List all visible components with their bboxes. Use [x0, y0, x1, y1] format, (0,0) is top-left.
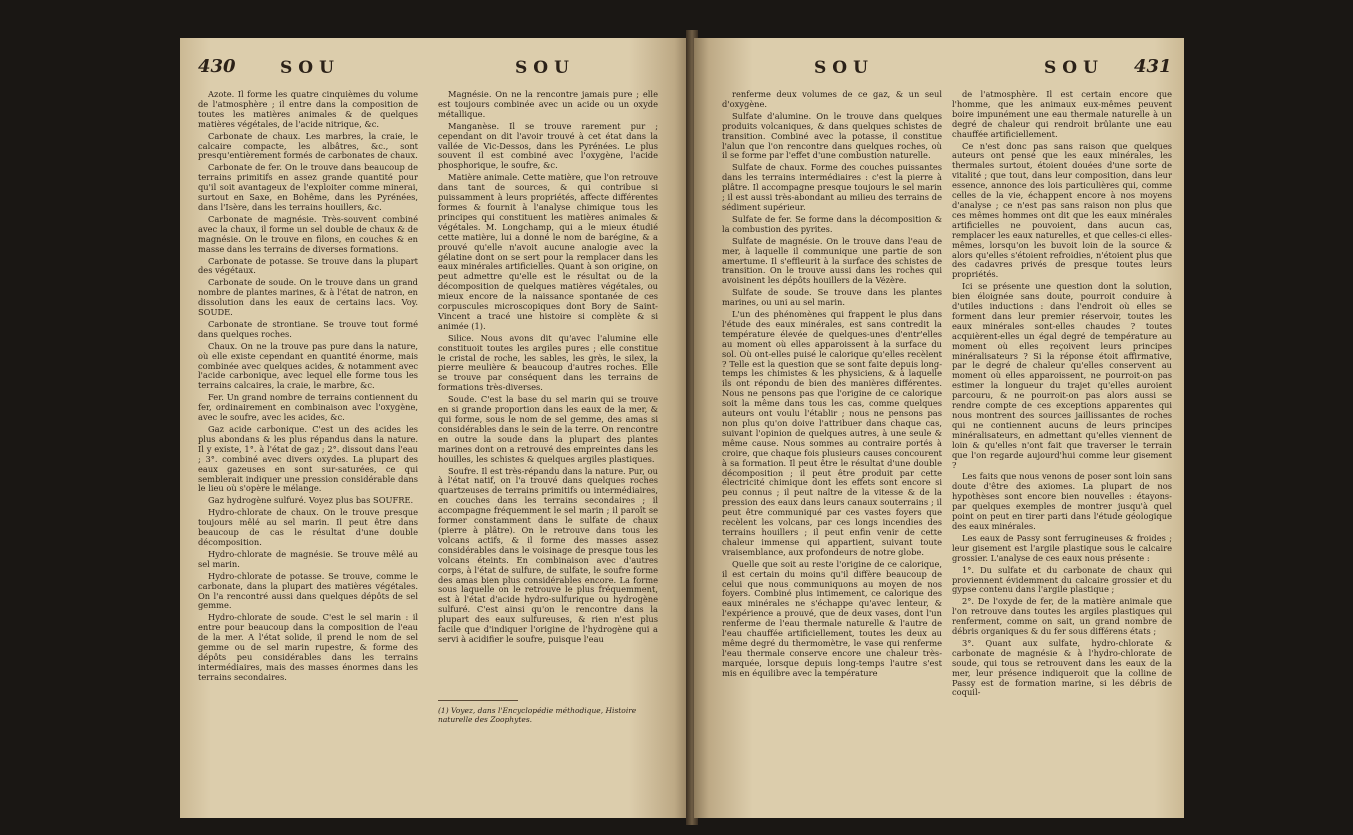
entry: Hydro-chlorate de potasse. Se trouve, comme le carbonate, dans la plupart des matières végétales. On l'a rencontré aussi dans quelques dépôts de sel gemme. — [198, 570, 418, 611]
entry: Soufre. Il est très-répandu dans la nature. Pur, ou à l'état natif, on l'a trouvé dans quelques roches quartzeuses de terrains primitifs ou intermédiaires, en couches dans les terrains secondaires ; il accompagne fréquemment le sel marin ; il paroît se former constamment dans le sulfate de chaux (pierre à plâtre). On le retrouve dans tous les volcans actifs, & il forme des masses assez considérables dans le voisinage de presque tous les volcans éteints. En combinaison avec d'autres corps, à l'état de sulfure, de sulfate, le soufre forme des amas bien plus considérables encore. La forme sous laquelle on le retrouve le plus fréquemment, est à l'état d'acide hydro-sulfurique ou hydrogène sulfuré. C'est ainsi qu'on le rencontre dans la plupart des eaux sulfureuses, & rien n'est plus facile que d'indiquer l'origine de l'hydrogène qui a servi à acidifier le soufre, puisque l'eau — [438, 465, 658, 644]
entry: renferme deux volumes de ce gaz, & un seul d'oxygène. — [722, 90, 942, 109]
entry: Fer. Un grand nombre de terrains contiennent du fer, ordinairement en combinaison avec l'oxygène, avec le soufre, avec les acides, &c. — [198, 392, 418, 423]
entry: Ce n'est donc pas sans raison que quelques auteurs ont pensé que les eaux minérales, les thermales surtout, étoient douées d'une sorte de vitalité ; que tout, dans leur composition, dans leur essence, annonce des lois particulières qui, comme celles de la vie, échappent encore à nos moyens d'analyse ; ce n'est pas sans raison non plus que ces mêmes hommes ont dit que les eaux minérales artificielles ne pouvoient, dans aucun cas, remplacer les eaux naturelles, et que celles-ci elles-mêmes, lorsqu'on les buvoit loin de la source & alors qu'elles s'étoient refroidies, n'étoient plus que des cadavres privés de presque toutes leurs propriétés. — [952, 140, 1172, 280]
left-column-2 — [438, 90, 658, 690]
entry: Matière animale. Cette matière, que l'on retrouve dans tant de sources, & qui contribue si puissamment à leurs propriétés, affecte différentes formes & fournit à l'analyse chimique tous les principes qui constituent les matières animales & végétales. M. Longchamp, qui a le mieux étudié cette matière, lui a donné le nom de barégine, & a prouvé qu'elle n'avoit aucune analogie avec la gélatine dont on se sert pour la remplacer dans les eaux minérales artificielles. Quant à son origine, on peut admettre qu'elle est le résultat ou de la décomposition de quelques matières végétales, ou mieux encore de la naissance spontanée de ces corpuscules microscopiques dont Bory de Saint-Vincent a tracé une histoire si complète & si animée (1). — [438, 172, 658, 331]
entry: Hydro-chlorate de soude. C'est le sel marin : il entre pour beaucoup dans la composition de l'eau de la mer. A l'état solide, il prend le nom de sel gemme ou de sel marin rupestre, & forme des dépôts peu considérables dans les terrains intermédiaires, mais des masses énormes dans les terrains secondaires. — [198, 612, 418, 682]
entry: Les faits que nous venons de poser sont loin sans doute d'être des axiomes. La plupart de nos hypothèses sont encore bien nouvelles : étayons-par quelques exemples de montrer jusqu'à quel point on peut en tirer parti dans l'étude géologique des eaux minérales. — [952, 471, 1172, 531]
entry: 2°. De l'oxyde de fer, de la matière animale que l'on retrouve dans toutes les argiles plastiques qui renferment, comme on sait, un grand nombre de débris organiques & du fer sous différens états ; — [952, 596, 1172, 637]
entry: Hydro-chlorate de chaux. On le trouve presque toujours mêlé au sel marin. Il peut être dans beaucoup de cas le résultat d'une double décomposition. — [198, 507, 418, 547]
entry: Sulfate de soude. Se trouve dans les plantes marines, ou uni au sel marin. — [722, 287, 942, 308]
footnote: (1) Voyez, dans l'Encyclopédie méthodique, Histoire naturelle des Zoophytes. — [438, 706, 637, 724]
page-number-left: 430 — [198, 56, 236, 77]
entry: Carbonate de soude. On le trouve dans un grand nombre de plantes marines, & à l'état de natron, en dissolution dans les eaux de certains lacs. Voy. SOUDE. — [198, 277, 418, 318]
entry: Azote. Il forme les quatre cinquièmes du volume de l'atmosphère ; il entre dans la composition de toutes les matières animales & de quelques matières végétales, de l'acide nitrique, &c. — [198, 90, 418, 129]
running-head-right-2: SOU — [1044, 58, 1104, 78]
entry: Les eaux de Passy sont ferrugineuses & froides ; leur gisement est l'argile plastique sous le calcaire grossier. L'analyse de ces eaux nous présente : — [952, 532, 1172, 563]
entry: Sulfate d'alumine. On le trouve dans quelques produits volcaniques, & dans quelques schistes de transition. Combiné avec la potasse, il constitue l'alun que l'on rencontre dans quelques roches, où il se forme par l'effet d'une combustion naturelle. — [722, 110, 942, 161]
running-head-left-1: SOU — [280, 58, 340, 78]
left-page — [180, 38, 690, 818]
entry: 1°. Du sulfate et du carbonate de chaux qui proviennent évidemment du calcaire grossier et du gypse contenu dans l'argile plastique ; — [952, 564, 1172, 595]
right-page — [694, 38, 1184, 818]
left-column-1 — [198, 90, 418, 730]
entry: Sulfate de magnésie. On le trouve dans l'eau de mer, à laquelle il communique une partie de son amertume. Il s'effleurit à la surface des schistes de transition. On le trouve aussi dans les roches qui avoisinent les dépôts houillers de la Vézère. — [722, 235, 942, 286]
page-number-right: 431 — [1134, 56, 1172, 77]
right-column-2 — [952, 90, 1172, 730]
entry: Carbonate de chaux. Les marbres, la craie, le calcaire compacte, les albâtres, &c., sont presqu'entièrement formés de carbonates de chaux. — [198, 130, 418, 161]
entry: Gaz hydrogène sulfuré. Voyez plus bas SOUFRE. — [208, 495, 414, 506]
entry: 3°. Quant aux sulfate, hydro-chlorate & carbonate de magnésie & à l'hydro-chlorate de soude, qui tous se retrouvent dans les eaux de la mer, leur présence indiqueroit que la colline de Passy est de formation marine, si les débris de coquil- — [952, 637, 1172, 698]
entry: Soude. C'est la base du sel marin qui se trouve en si grande proportion dans les eaux de la mer, & qui forme, sous le nom de sel gemme, des amas si considérables dans le sein de la terre. On rencontre en outre la soude dans la plupart des plantes marines dont on a retrouvé des empreintes dans les houilles, les schistes & quelques argiles plastiques. — [438, 394, 658, 464]
right-column-1 — [722, 90, 942, 730]
entry: Carbonate de strontiane. Se trouve tout formé dans quelques roches. — [198, 318, 418, 339]
entry: Carbonate de magnésie. Très-souvent combiné avec la chaux, il forme un sel double de chaux & de magnésie. On le trouve en filons, en couches & en masse dans les terrains de diverses formations. — [198, 213, 418, 254]
entry: Sulfate de fer. Se forme dans la décomposition & la combustion des pyrites. — [722, 213, 942, 234]
entry: Carbonate de fer. On le trouve dans beaucoup de terrains primitifs en assez grande quantité pour qu'il soit avantageux de l'exploiter comme minerai, surtout en Saxe, en Bohême, dans les Pyrénées, dans l'Isère, dans les terrains houillers, &c. — [198, 162, 418, 212]
entry: Silice. Nous avons dit qu'avec l'alumine elle constituoit toutes les argiles pures ; elle constitue le cristal de roche, les sables, les grès, le silex, la pierre meulière & beaucoup d'autres roches. Elle se trouve par conséquent dans les terrains de formations très-diverses. — [438, 332, 658, 393]
running-head-right-1: SOU — [814, 58, 874, 78]
entry: Hydro-chlorate de magnésie. Se trouve mêlé au sel marin. — [198, 548, 418, 569]
entry: de l'atmosphère. Il est certain encore que l'homme, que les animaux eux-mêmes peuvent boire impunément une eau thermale naturelle à un degré de chaleur qui rendroit brûlante une eau chauffée artificiellement. — [952, 90, 1172, 139]
running-head-left-2: SOU — [515, 58, 575, 78]
entry: Magnésie. On ne la rencontre jamais pure ; elle est toujours combinée avec un acide ou un oxyde métallique. — [438, 90, 658, 119]
entry: Chaux. On ne la trouve pas pure dans la nature, où elle existe cependant en quantité énorme, mais combinée avec quelques acides, & notamment avec l'acide carbonique, avec lequel elle forme tous les terrains calcaires, la craie, le marbre, &c. — [198, 340, 418, 391]
entry: Gaz acide carbonique. C'est un des acides les plus abondans & les plus répandus dans la nature. Il y existe, 1°. à l'état de gaz ; 2°. dissout dans l'eau ; 3°. combiné avec divers oxydes. La plupart des eaux gazeuses en sont sur-saturées, ce qui semblerait indiquer une pression considérable dans le lieu où s'opère le mélange. — [198, 424, 418, 494]
footnote-rule — [438, 700, 518, 701]
entry: L'un des phénomènes qui frappent le plus dans l'étude des eaux minérales, est sans contredit la température élevée de quelques-unes d'entr'elles au moment où elles apparoissent à la surface du sol. Où ont-elles puisé le calorique qu'elles recèlent ? Telle est la question que se sont faite depuis long-temps les chimistes & les physiciens, & à laquelle ils ont répondu de bien des manières différentes. Nous ne pensons pas que l'origine de ce calorique soit la même dans tous les cas, comme quelques auteurs ont voulu l'établir ; nous ne pensons pas non plus qu'on doive l'attribuer dans chaque cas, suivant l'opinion de quelques autres, à une seule & même cause. Nous sommes au contraire portés à croire, que chaque fois plusieurs causes concourent à sa formation. Il peut être le résultat d'une double décomposition ; il peut être produit par cette électricité chimique dont les effets sont encore si peu connus ; il peut naître de la vitesse & de la pression des eaux dans leurs canaux souterrains ; il peut être communiqué par ces vastes foyers que recèlent les volcans, par ces longs incendies des terrains houillers ; il peut enfin venir de cette chaleur immense qui appartient, suivant toute vraisemblance, aux profondeurs de notre globe. — [722, 309, 942, 557]
entry: Carbonate de potasse. Se trouve dans la plupart des végétaux. — [198, 255, 418, 276]
entry: Manganèse. Il se trouve rarement pur ; cependant on dit l'avoir trouvé à cet état dans la vallée de Vic-Dessos, dans les Pyrénées. Le plus souvent il est combiné avec l'oxygène, l'acide phosphorique, le soufre, &c. — [438, 120, 658, 171]
entry: Ici se présente une question dont la solution, bien éloignée sans doute, pourroit conduire à d'utiles inductions : dans l'endroit où elles se forment dans leur premier réservoir, toutes les eaux minérales sont-elles chaudes ? toutes acquièrent-elles un égal degré de température au moment où elles reçoivent leurs principes minéralisateurs ? Si la réponse étoit affirmative, par le degré de chaleur qu'elles conservent au moment où elles apparoissent, ne pourroit-on pas estimer la longueur du trajet qu'elles auroient parcouru, & ne pourroit-on pas alors aussi se rendre compte de ces exceptions apparentes qui nous montrent des sources jaillissantes de roches qui ne contiennent aucuns de leurs principes minéralisateurs, en admettant qu'elles viennent de loin & qu'elles n'ont fait que traverser le terrain que l'on regarde aujourd'hui comme leur gisement ? — [952, 281, 1172, 470]
entry: Quelle que soit au reste l'origine de ce calorique, il est certain du moins qu'il diffère beaucoup de celui que nous communiquons au moyen de nos foyers. Combiné plus intimement, ce calorique des eaux minérales ne s'échappe qu'avec lenteur, & l'expérience a prouvé, que de deux vases, dont l'un renferme de l'eau thermale naturelle & l'autre de l'eau chauffée artificiellement, toutes les deux au même degré du thermomètre, le vase qui renferme l'eau thermale conserve encore une chaleur très-marquée, lorsque depuis long-temps l'autre s'est mis en équilibre avec la température — [722, 558, 942, 678]
entry: Sulfate de chaux. Forme des couches puissantes dans les terrains intermédiaires : c'est la pierre à plâtre. Il accompagne presque toujours le sel marin ; il est aussi très-abondant au milieu des terrains de sédiment supérieur. — [722, 162, 942, 212]
